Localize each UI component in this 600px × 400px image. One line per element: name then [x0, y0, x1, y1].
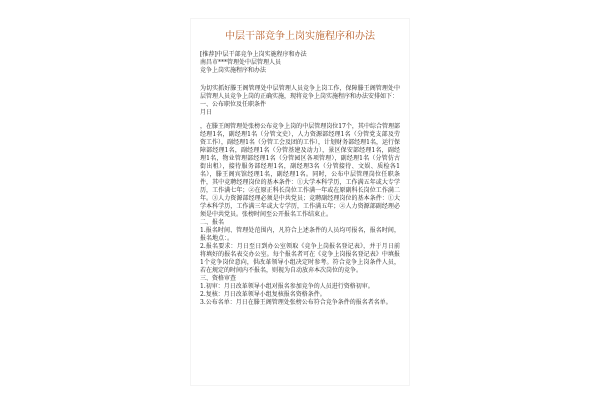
section1-date: 月日	[200, 109, 213, 116]
section3-item-3: 3.公布名单：月日在滕王阁管理处张榜公布符合竞争条件的报名者名单。	[200, 299, 392, 306]
section1-title: 一、公布职位及任职条件	[200, 101, 267, 108]
document-page	[200, 30, 400, 375]
meta-line-org: 南昌市***管理处中层管理人员	[200, 59, 282, 66]
section2-title: 二、报名	[200, 219, 225, 226]
section3-title: 三、资格审查	[200, 275, 237, 282]
intro-paragraph: 为切实抓好滕王阁管理处中层管理人员竞争上岗工作，保障滕王阁管理处中层管理人员竞争上岗的正确实施，现将竞争上岗实施程序和办法安排如下：	[200, 85, 400, 100]
meta-line-recommend: [推荐]中层干部竞争上岗实施程序和办法	[200, 51, 307, 58]
section2-item-1: 1.报名时间、管理处范围内，凡符合上述条件的人员均可报名，报名时间，报名地点：。	[200, 227, 400, 242]
document-title: 中层干部竞争上岗实施程序和办法	[225, 31, 375, 42]
section2-item-2: 2.报名要求：月日至日到办公室领取《竞争上岗报名登记表》，并于月日前将填好的报名表交办公室。每个报名者可在《竞争上岗报名登记表》中填报1个竞争岗位意向，供改革领导小组决定时参考。符合竞争上岗条件人员，若在规定的时间内不报名，则视为自动放弃本次岗位的竞争。	[200, 243, 400, 274]
section3-item-2: 2.复核：月日改革领导小组复核报名资格条件。	[200, 291, 326, 298]
section1-body: ，在滕王阁管理处张榜公布竞争上岗的中层管理岗位17个，其中综合管理部经理1名，副经理1名（分管文史），人力资源部经理1名（分管党支部及劳资工作），副经理1名（分管工会及团的工作），计划财务部经理1名，运行保障部经理1名，副经理1名（分管基建及动力），景区保安部经理1名，副经理1名，物业管理部经理1名（分管园区各项管理），副经理1名（分管仿古街出租），接待服务部经理1名，副经理3名（分管接待、文娱、质检各1名），滕王阁宾馆经理1名，副经理1名。同时，公布中层管理岗位任职条件，其中竞聘经理岗位的基本条件：①大学本科学历，工作满五年或大专学历，工作满七年；②在原正科长岗位工作满一年或在原副科长岗位工作满二年。③人力资源部经理必须是中共党员；竞聘副经理岗位的基本条件：①大学本科学历，工作满三年或大专学历，工作满五年；②人力资源部副经理必须是中共党员。张榜时间至公开报名工作结束止。	[200, 123, 400, 218]
spacer	[200, 75, 400, 85]
meta-line-subtitle: 竞争上岗实施程序和办法	[200, 67, 267, 74]
section3-item-1: 1.初审：月日改革领导小组对报名参加竞争的人员进行资格初审。	[200, 283, 374, 290]
